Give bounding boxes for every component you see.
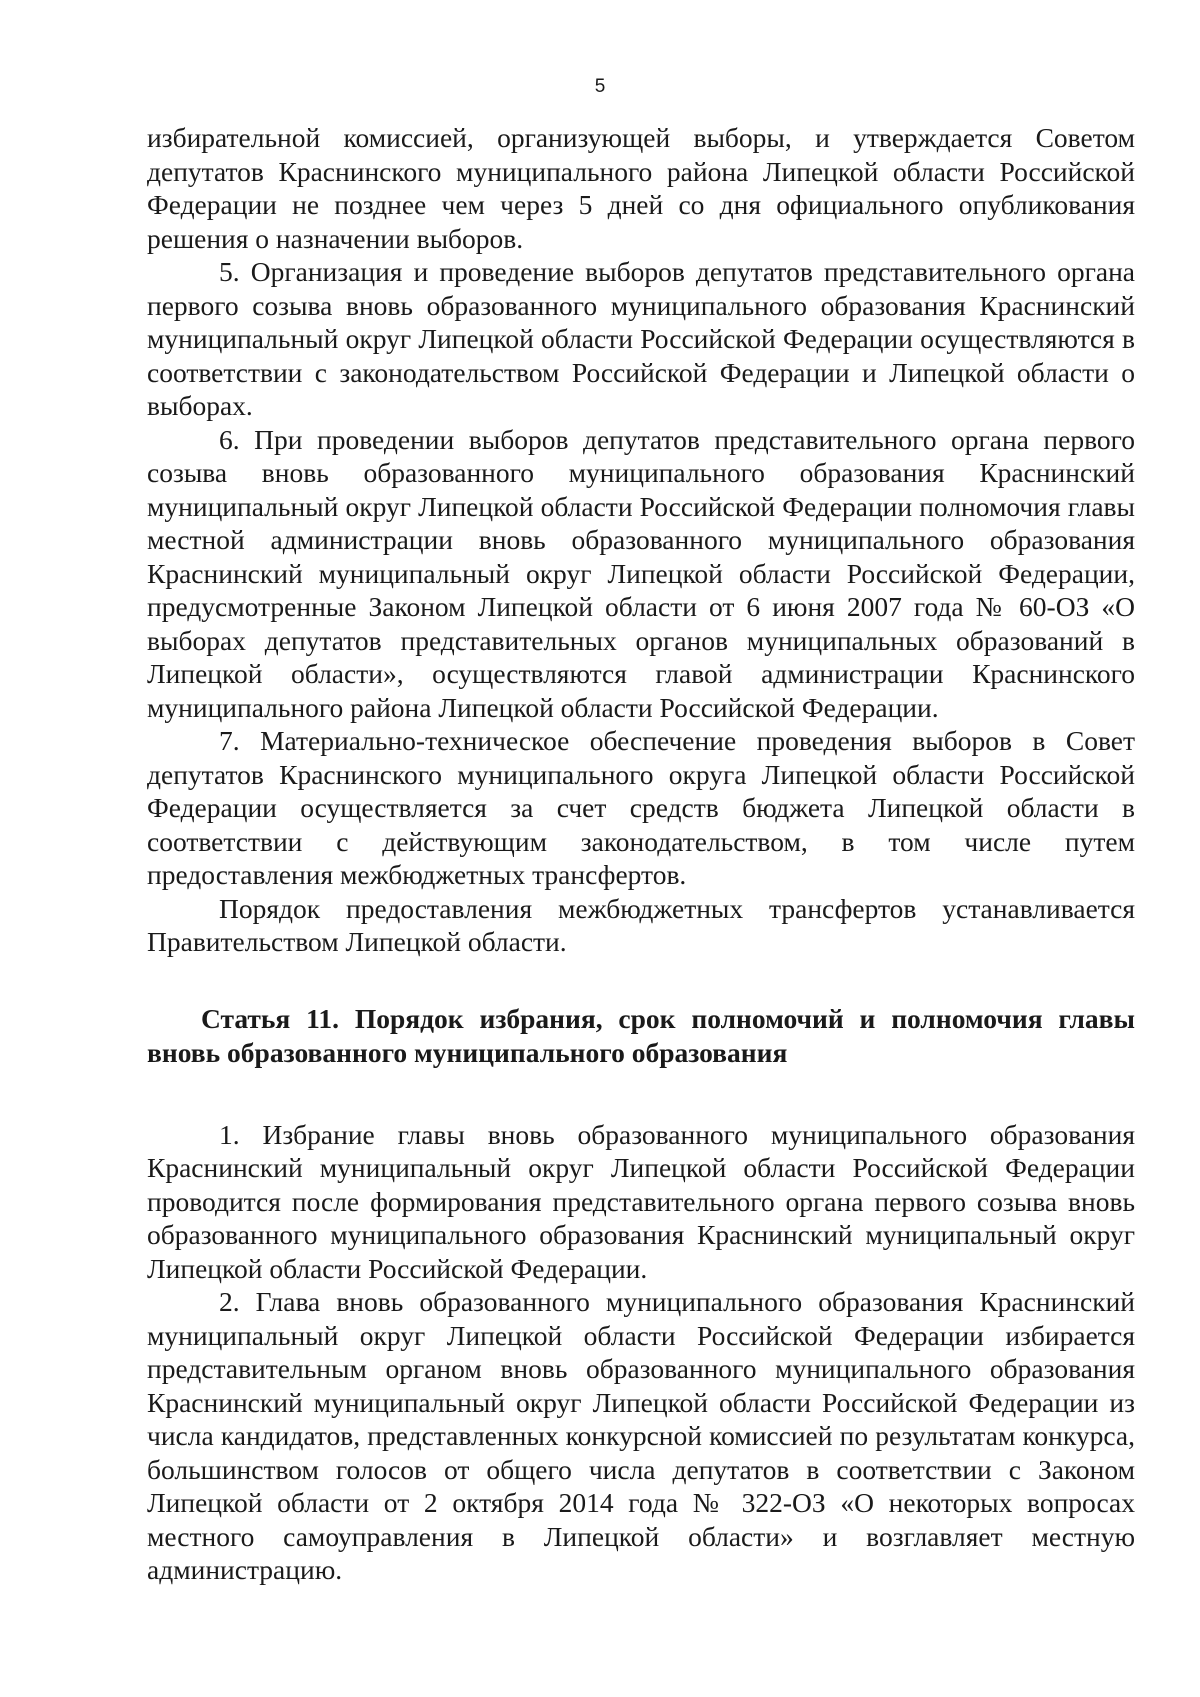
page-number: 5 <box>594 76 606 97</box>
paragraph-item-5: 5. Организация и проведение выборов депутатов представительного органа первого созыва вновь образованного муниципального образования Краснинский муниципальный округ Липецкой области Российской Федерации осуществляются в соответствии с законодательством Российской Федерации и Липецкой области о выборах. <box>147 256 1135 421</box>
document-body <box>147 121 1135 1587</box>
paragraph-transfers-order: Порядок предоставления межбюджетных трансфертов устанавливается Правительством Липецкой области. <box>147 892 1135 957</box>
paragraph-article11-item-2: 2. Глава вновь образованного муниципального образования Краснинский муниципальный округ Липецкой области Российской Федерации избирается представительным органом вновь образованного муниципального образования Краснинский муниципальный округ Липецкой области Российской Федерации из числа кандидатов, представленных конкурсной комиссией по результатам конкурса, большинством голосов от общего числа депутатов в соответствии с Законом Липецкой области от 2 октября 2014 года № 322-ОЗ «О некоторых вопросах местного самоуправления в Липецкой области» и возглавляет местную администрацию. <box>147 1286 1135 1585</box>
paragraph-item-6: 6. При проведении выборов депутатов представительного органа первого созыва вновь образованного муниципального образования Краснинский муниципальный округ Липецкой области Российской Федерации полномочия главы местной администрации вновь образованного муниципального образования Краснинский муниципальный округ Липецкой области Российской Федерации, предусмотренные Законом Липецкой области от 6 июня 2007 года № 60-ОЗ «О выборах депутатов представительных органов муниципальных образований в Липецкой области», осуществляются главой администрации Краснинского муниципального района Липецкой области Российской Федерации. <box>147 423 1135 723</box>
paragraph-item-7: 7. Материально-техническое обеспечение проведения выборов в Совет депутатов Краснинского муниципального округа Липецкой области Российской Федерации осуществляется за счет средств бюджета Липецкой области в соответствии с действующим законодательством, в том числе путем предоставления межбюджетных трансфертов. <box>147 725 1135 890</box>
paragraph-continuation: избирательной комиссией, организующей выборы, и утверждается Советом депутатов Краснинского муниципального района Липецкой области Российской Федерации не позднее чем через 5 дней со дня официального опубликования решения о назначении выборов. <box>147 122 1135 254</box>
paragraph-article11-item-1: 1. Избрание главы вновь образованного муниципального образования Краснинский муниципальный округ Липецкой области Российской Федерации проводится после формирования представительного органа первого созыва вновь образованного муниципального образования Краснинский муниципальный округ Липецкой области Российской Федерации. <box>147 1118 1135 1284</box>
article-heading: Статья 11. Порядок избрания, срок полномочий и полномочия главы вновь образованного муниципального образования <box>147 1002 1135 1068</box>
